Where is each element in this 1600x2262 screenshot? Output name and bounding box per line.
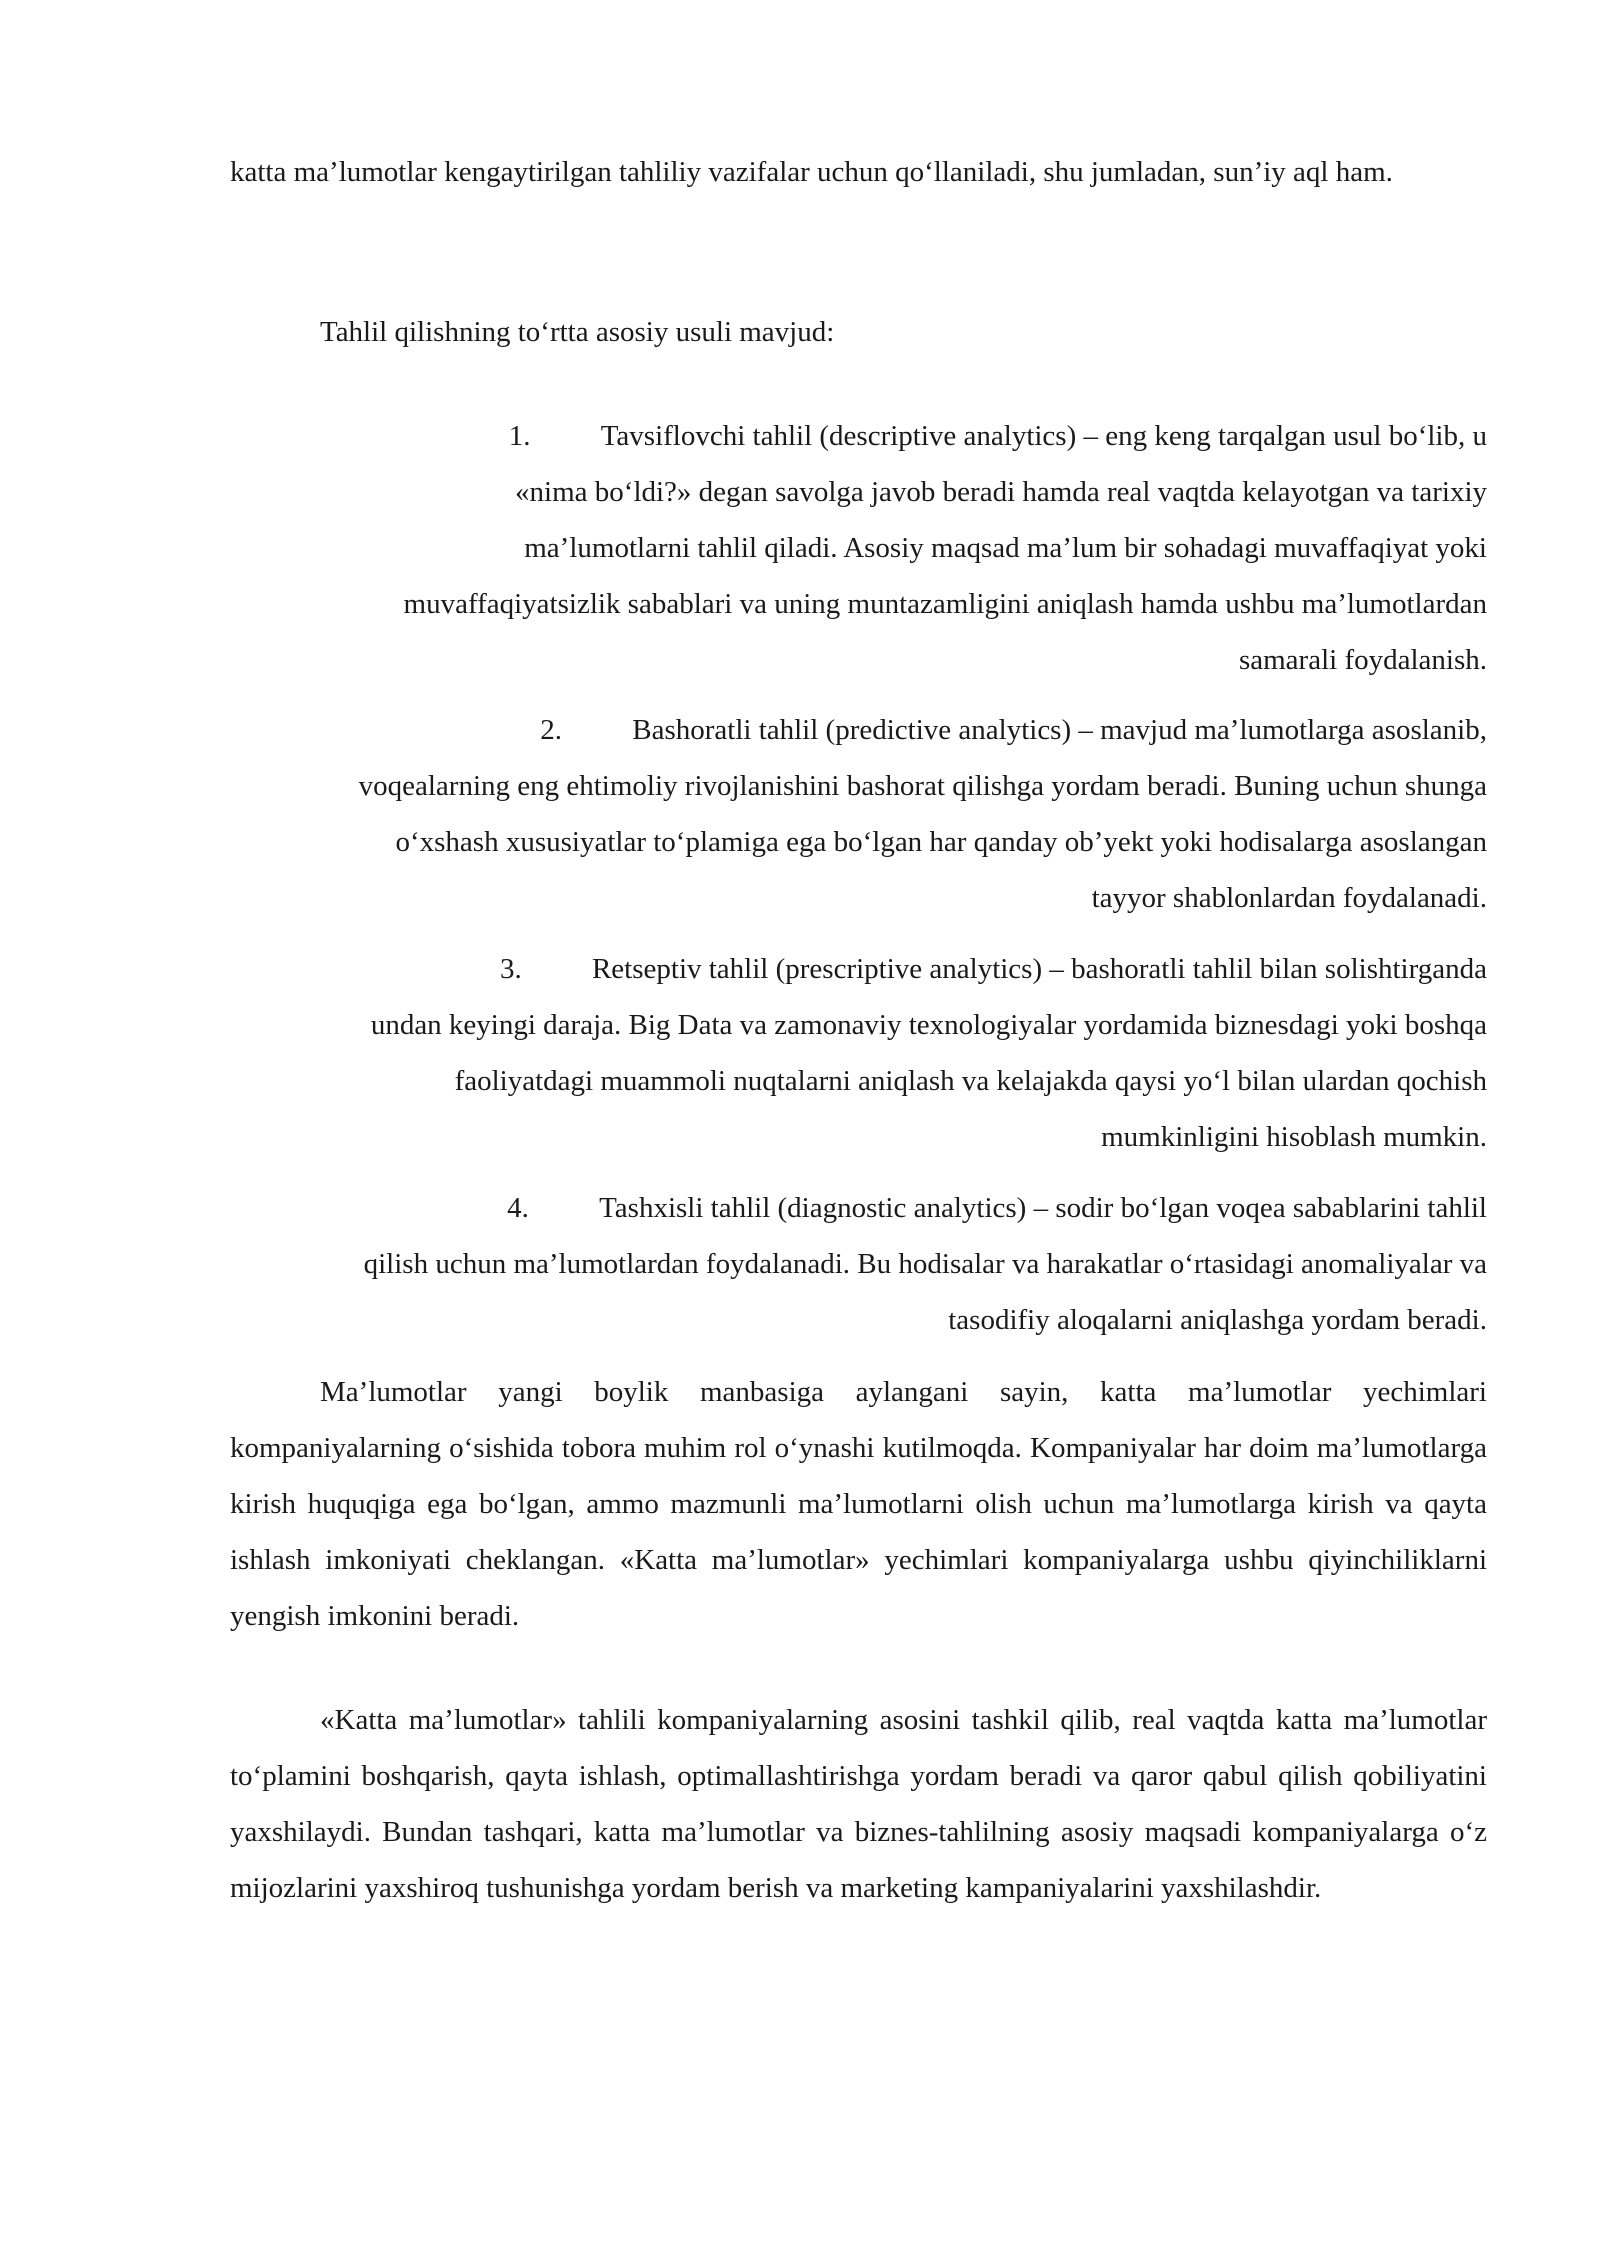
list-item-1-line-3: ma’lumotlarni tahlil qiladi. Asosiy maqsad ma’lum bir sohadagi muvaffaqiyat yoki (524, 532, 1487, 564)
list-item-2-line-1: 2. Bashoratli tahlil (predictive analytics) – mavjud ma’lumotlarga asoslanib, (230, 702, 1487, 758)
list-item-3 (230, 941, 1487, 1165)
list-item-3-line-2: undan keyingi daraja. Big Data va zamonaviy texnologiyalar yordamida biznesdagi yoki boshqa (370, 1009, 1487, 1041)
paragraph-intro: katta ma’lumotlar kengaytirilgan tahliliy vazifalar uchun qo‘llaniladi, shu jumladan, sun’iy aql ham. (230, 156, 1393, 188)
list-item-4 (230, 1180, 1487, 1348)
list-item-3-line-4: mumkinligini hisoblash mumkin. (1101, 1121, 1487, 1153)
list-number-3: 3. (499, 953, 522, 985)
list-item-3-line-3: faoliyatdagi muammoli nuqtalarni aniqlash va kelajakda qaysi yo‘l bilan ulardan qochish (454, 1065, 1487, 1097)
list-item-1-line-4: muvaffaqiyatsizlik sabablari va uning muntazamligini aniqlash hamda ushbu ma’lumotlardan (403, 588, 1487, 620)
paragraph-big-data-solutions: Ma’lumotlar yangi boylik manbasiga aylangani sayin, katta ma’lumotlar yechimlari kompaniyalarning o‘sishida tobora muhim rol o‘ynashi kutilmoqda. Kompaniyalar har doim ma’lumotlarga kirish huquqiga ega bo‘lgan, ammo mazmunli ma’lumotlarni olish uchun ma’lumotlarga kirish va qayta ishlash imkoniyati cheklangan. «Katta ma’lumotlar» yechimlari kompaniyalarga ushbu qiyinchiliklarni yengish imkonini beradi. (230, 1376, 1487, 1632)
list-item-2-line-2: voqealarning eng ehtimoliy rivojlanishini bashorat qilishga yordam beradi. Buning uchun shunga (358, 770, 1487, 802)
list-item-3-line-1: 3. Retseptiv tahlil (prescriptive analytics) – bashoratli tahlil bilan solishtirganda (230, 941, 1487, 997)
list-item-1-line-2: «nima bo‘ldi?» degan savolga javob beradi hamda real vaqtda kelayotgan va tarixiy (515, 476, 1487, 508)
list-item-2 (230, 702, 1487, 926)
list-item-2-line-3: o‘xshash xususiyatlar to‘plamiga ega bo‘lgan har qanday ob’yekt yoki hodisalarga asoslangan (395, 826, 1487, 858)
list-number-1: 1. (508, 420, 531, 452)
list-item-1-line-5: samarali foydalanish. (1238, 644, 1487, 676)
list-number-4: 4. (507, 1192, 529, 1224)
list-item-1 (230, 408, 1487, 688)
list-item-2-line-4: tayyor shablonlardan foydalanadi. (1091, 882, 1487, 914)
list-item-4-line-3: tasodifiy aloqalarni aniqlashga yordam beradi. (948, 1304, 1487, 1336)
list-item-1-line-1: 1. Tavsiflovchi tahlil (descriptive analytics) – eng keng tarqalgan usul bo‘lib, u (230, 408, 1487, 464)
list-item-4-line-1: 4. Tashxisli tahlil (diagnostic analytics) – sodir bo‘lgan voqea sabablarini tahlil (230, 1180, 1487, 1236)
paragraph-big-data-analytics: «Katta ma’lumotlar» tahlili kompaniyalarning asosini tashkil qilib, real vaqtda katta ma’lumotlar to‘plamini boshqarish, qayta ishlash, optimallashtirishga yordam beradi va qaror qabul qilish qobiliyatini yaxshilaydi. Bundan tashqari, katta ma’lumotlar va biznes-tahlilning asosiy maqsadi kompaniyalarga o‘z mijozlarini yaxshiroq tushunishga yordam berish va marketing kampaniyalarini yaxshilashdir. (230, 1704, 1487, 1904)
list-item-4-line-2: qilish uchun ma’lumotlardan foydalanadi. Bu hodisalar va harakatlar o‘rtasidagi anomaliyalar va (363, 1248, 1487, 1280)
paragraph-methods-intro: Tahlil qilishning to‘rtta asosiy usuli mavjud: (320, 316, 835, 348)
list-number-2: 2. (540, 714, 562, 746)
